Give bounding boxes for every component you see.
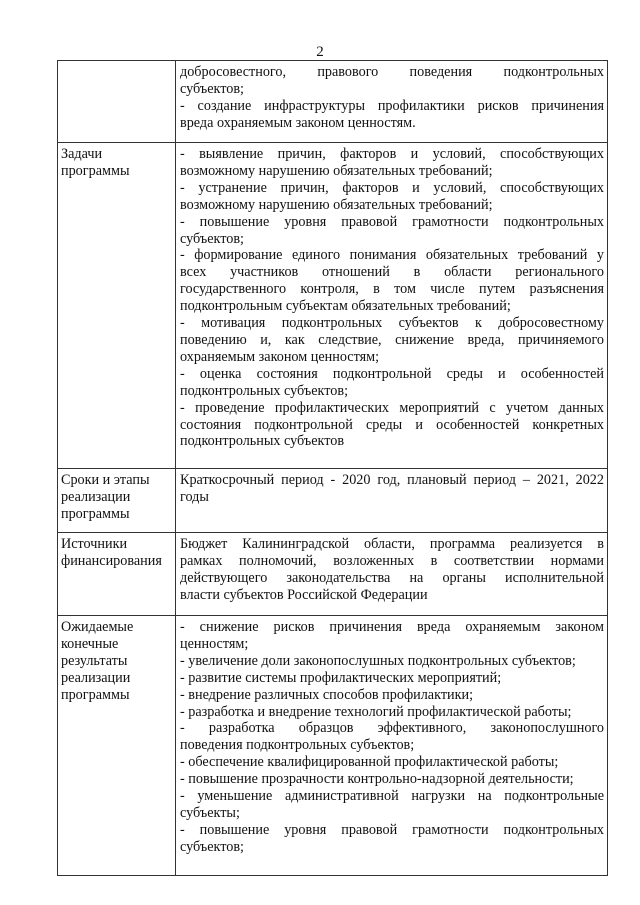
text-line: возможному нарушению обязательных требований; xyxy=(180,162,493,179)
text-line: - создание инфраструктуры профилактики рисков причинения xyxy=(180,97,604,114)
program-passport-table xyxy=(57,60,608,876)
text-line: охраняемым законом ценностям; xyxy=(180,348,380,365)
text-line: действующего законодательства на органы исполнительной xyxy=(180,569,604,586)
text-line: добросовестного, правового поведения подконтрольных xyxy=(180,64,604,80)
text-line: ценностям; xyxy=(180,635,249,652)
row-label xyxy=(58,143,176,469)
table-row xyxy=(58,61,608,143)
text-line: всех участников отношений в области регионального xyxy=(180,264,604,281)
text-line: вреда охраняемым законом ценностям. xyxy=(180,114,416,131)
text-line: - повышение уровня правовой грамотности подконтрольных xyxy=(180,821,604,838)
text-line: - повышение уровня правовой грамотности подконтрольных xyxy=(180,213,604,230)
text-line: - оценка состояния подконтрольной среды и особенностей xyxy=(180,365,604,382)
label-line: реализации xyxy=(61,669,131,686)
text-line: состояния подконтрольной среды и особенностей конкретных xyxy=(180,416,604,433)
text-line: - проведение профилактических мероприятий с учетом данных xyxy=(180,399,604,416)
row-label xyxy=(58,469,176,533)
text-line: - повышение прозрачности контрольно-надзорной деятельности; xyxy=(180,771,574,788)
table-row xyxy=(58,616,608,876)
row-content xyxy=(176,533,608,616)
text-line: подконтрольным субъектам обязательных требований; xyxy=(180,298,511,315)
text-line: - формирование единого понимания обязательных требований у xyxy=(180,247,604,264)
label-line: Сроки и этапы xyxy=(61,472,150,488)
text-line: рамках полномочий, возложенных в соответствии нормами xyxy=(180,552,604,569)
page-number: 2 xyxy=(316,44,324,60)
label-line: Источники xyxy=(61,536,128,552)
text-line: подконтрольных субъектов; xyxy=(180,382,349,399)
text-line: - устранение причин, факторов и условий, способствующих xyxy=(180,179,604,196)
row-label xyxy=(58,61,176,143)
row-content xyxy=(176,616,608,876)
text-line: субъекты; xyxy=(180,804,240,821)
label-line: конечные xyxy=(61,635,119,652)
text-line: возможному нарушению обязательных требований; xyxy=(180,196,493,213)
text-line: - внедрение различных способов профилактики; xyxy=(180,686,474,703)
row-label xyxy=(58,616,176,876)
text-line: власти субъектов Российской Федерации xyxy=(180,586,428,603)
text-line: - обеспечение квалифицированной профилактической работы; xyxy=(180,754,559,771)
text-line: - уменьшение административной нагрузки на подконтрольные xyxy=(180,788,604,805)
row-label xyxy=(58,533,176,616)
text-line: - снижение рисков причинения вреда охраняемым законом xyxy=(180,619,604,635)
text-line: поведению и, как следствие, снижение вреда, причиняемого xyxy=(180,331,604,348)
text-line: субъектов; xyxy=(180,838,244,855)
row-content xyxy=(176,61,608,143)
text-line: - разработка и внедрение технологий профилактической работы; xyxy=(180,703,572,720)
text-line: - развитие системы профилактических мероприятий; xyxy=(180,669,502,686)
row-content xyxy=(176,469,608,533)
text-line: Бюджет Калининградской области, программа реализуется в xyxy=(180,536,604,552)
text-line: - увеличение доли законопослушных подконтрольных субъектов; xyxy=(180,652,576,669)
table-row xyxy=(58,143,608,469)
text-line: - выявление причин, факторов и условий, способствующих xyxy=(180,146,604,162)
label-line: реализации xyxy=(61,488,131,505)
text-line: государственного контроля, в том числе путем разъяснения xyxy=(180,281,604,298)
text-line: годы xyxy=(180,488,209,505)
label-line: программы xyxy=(61,505,130,522)
label-line: Задачи xyxy=(61,146,103,162)
text-line: поведения подконтрольных субъектов; xyxy=(180,737,415,754)
label-line: Ожидаемые xyxy=(61,619,134,635)
text-line: подконтрольных субъектов xyxy=(180,433,345,450)
label-line: программы xyxy=(61,686,130,703)
text-line: Краткосрочный период - 2020 год, плановый период – 2021, 2022 xyxy=(180,472,604,488)
label-line: финансирования xyxy=(61,552,162,569)
table-row xyxy=(58,533,608,616)
row-content xyxy=(176,143,608,469)
text-line: субъектов; xyxy=(180,230,244,247)
text-line: субъектов; xyxy=(180,80,244,97)
text-line: - разработка образцов эффективного, законопослушного xyxy=(180,720,604,737)
table-row xyxy=(58,469,608,533)
label-line: результаты xyxy=(61,652,128,669)
label-line: программы xyxy=(61,162,130,179)
text-line: - мотивация подконтрольных субъектов к добросовестному xyxy=(180,315,604,332)
